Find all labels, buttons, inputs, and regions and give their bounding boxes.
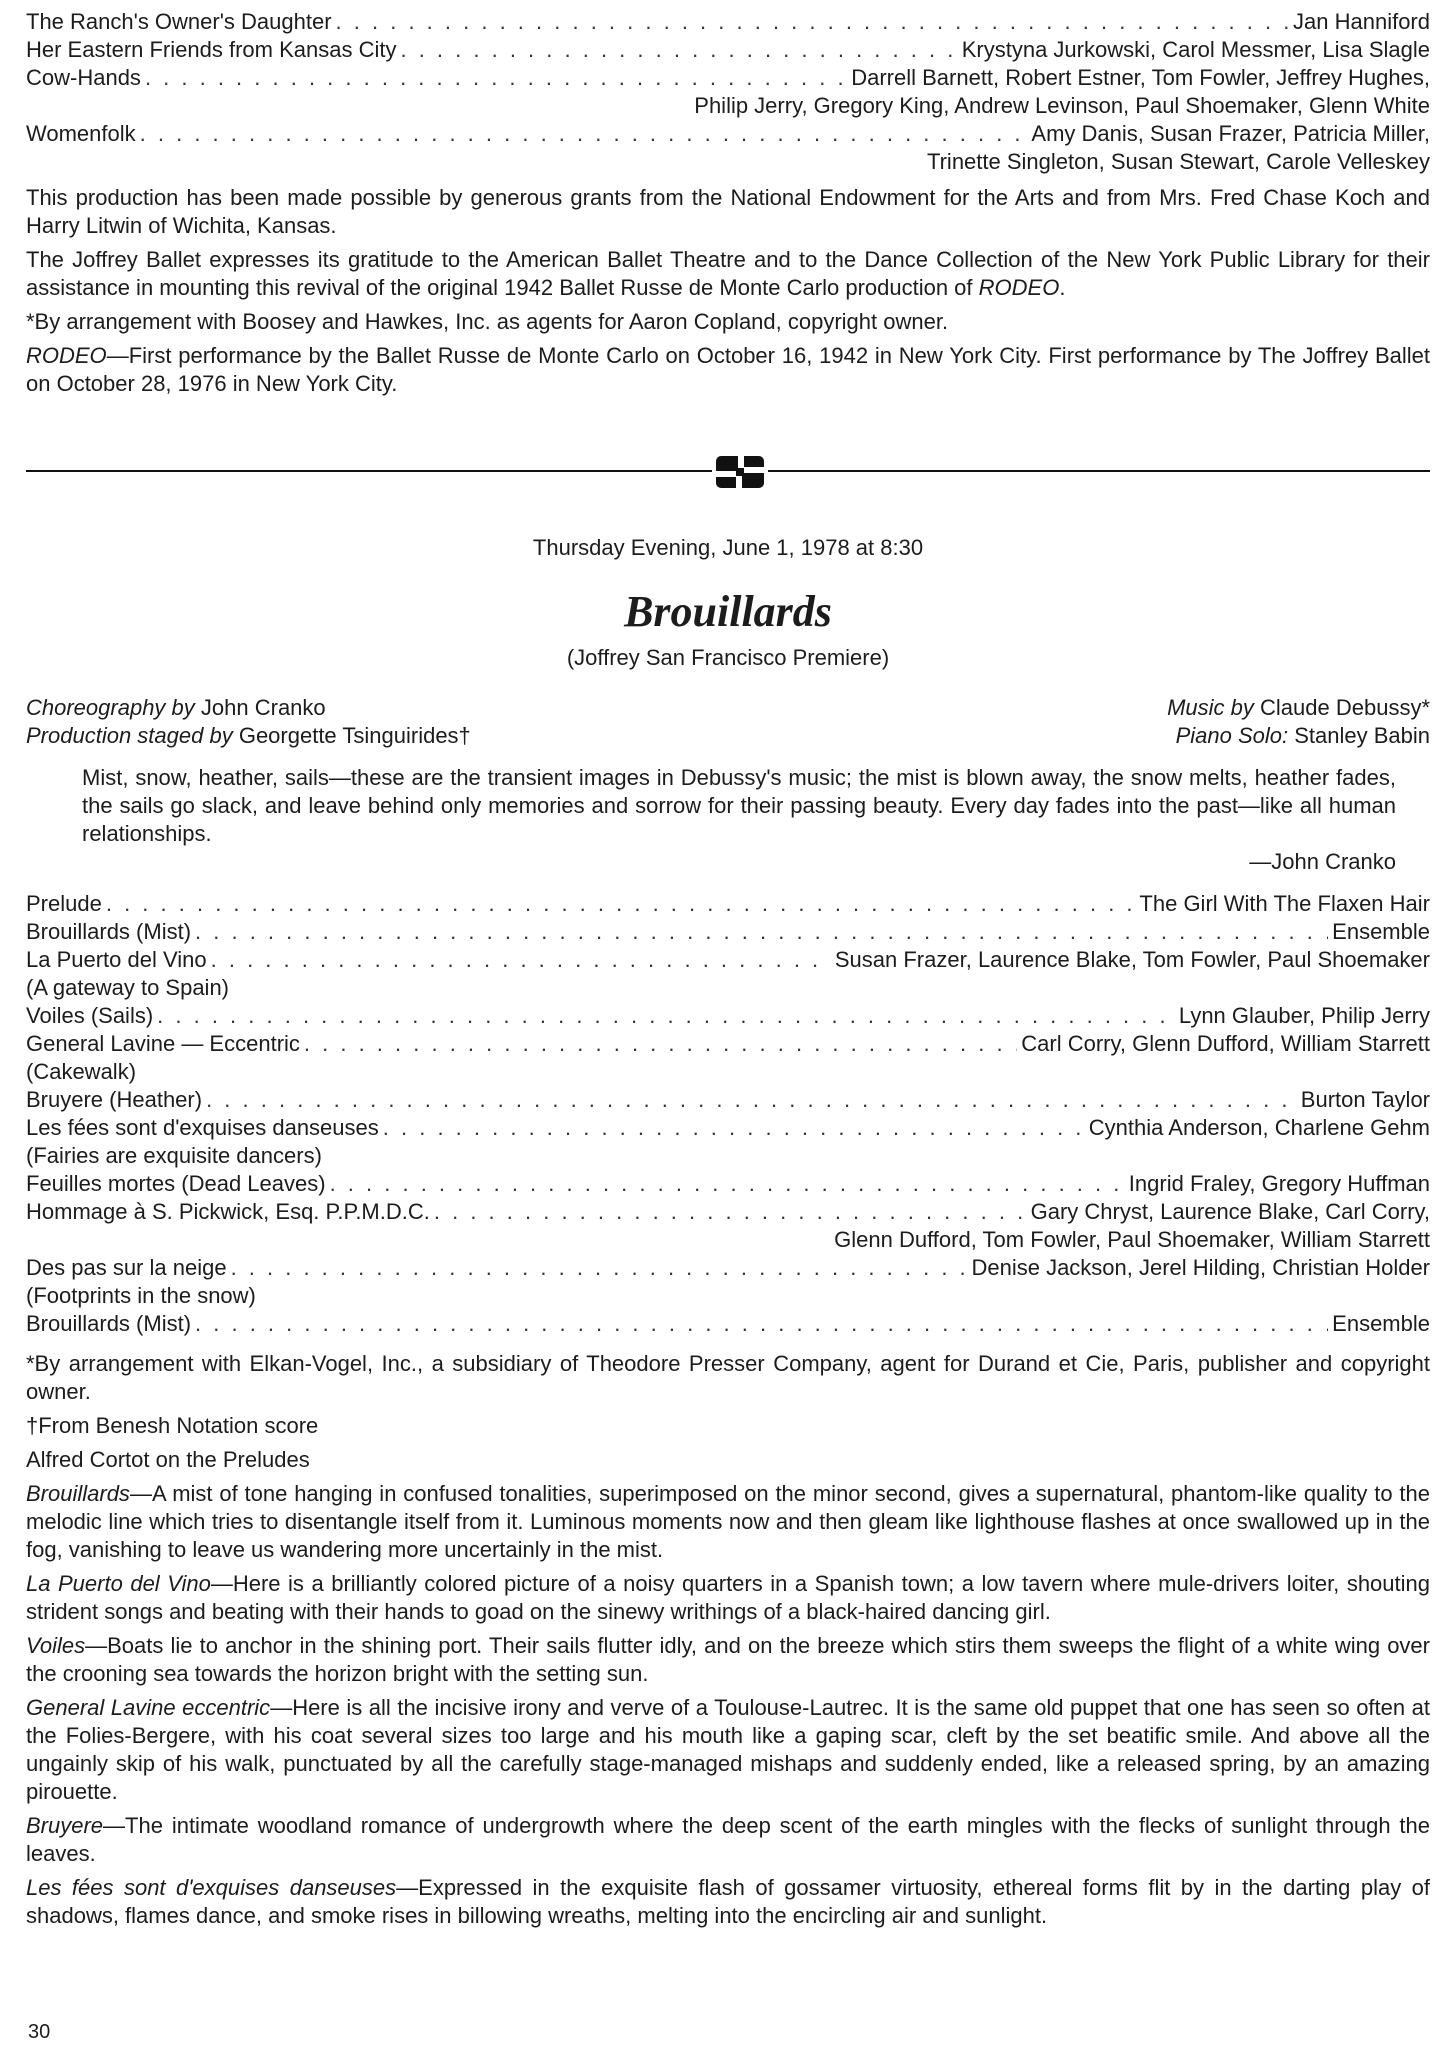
cast-row	[26, 1170, 1430, 1198]
piano-label: Piano Solo:	[1175, 723, 1289, 748]
gratitude-text: The Joffrey Ballet expresses its gratitude to the American Ballet Theatre and to the Dance Collection of the New York Public Library for their assistance in mounting this revival of the original 1942 Ballet Russe de Monte Carlo production of	[26, 247, 1430, 300]
leader-dots	[157, 1002, 1175, 1030]
rodeo-notes	[26, 184, 1430, 398]
description-term: General Lavine eccentric	[26, 1695, 271, 1720]
cast-role: Brouillards (Mist)	[26, 1311, 192, 1336]
description-paragraph	[26, 1632, 1430, 1688]
description-term: Voiles	[26, 1633, 86, 1658]
first-performance-note	[26, 342, 1430, 398]
program-page	[26, 8, 1430, 1936]
cast-role: Les fées sont d'exquises danseuses	[26, 1115, 379, 1140]
first-performance-title: RODEO	[26, 343, 107, 368]
brouillards-header	[26, 534, 1430, 876]
music-credit	[1167, 694, 1430, 722]
composer: Claude Debussy*	[1260, 695, 1430, 720]
prelude-descriptions	[26, 1480, 1430, 1930]
cast-row	[26, 1198, 1430, 1226]
leader-dots	[145, 64, 847, 92]
cast-dancers: Amy Danis, Susan Frazer, Patricia Miller,	[1031, 121, 1430, 146]
premiere-note: (Joffrey San Francisco Premiere)	[566, 645, 890, 670]
description-paragraph	[26, 1812, 1430, 1868]
piano-credit	[1167, 722, 1430, 750]
cast-row	[26, 1114, 1430, 1142]
cast-role-subtitle: (Footprints in the snow)	[26, 1283, 256, 1308]
arrangement-note: *By arrangement with Boosey and Hawkes, Inc. as agents for Aaron Copland, copyright owner.	[26, 309, 949, 334]
description-text: —Boats lie to anchor in the shining port. Their sails flutter idly, and on the breeze which stirs them sweeps the flight of a white wing over the crooning sea towards the horizon bright with the setting sun.	[26, 1633, 1430, 1686]
ballet-title: Brouillards	[624, 587, 832, 636]
cast-role-subtitle: (Cakewalk)	[26, 1059, 137, 1084]
cast-role-subtitle: (Fairies are exquisite dancers)	[26, 1143, 322, 1168]
cast-row	[26, 1254, 1430, 1282]
cast-row	[26, 36, 1430, 64]
section-divider	[26, 448, 1430, 494]
quote-text: Mist, snow, heather, sails—these are the transient images in Debussy's music; the mist is blown away, the snow melts, heather fades, the sails go slack, and leave behind only memories and sorrow for their passing beauty. Every day fades into the past—like all human relationships.	[82, 765, 1396, 846]
leader-dots	[400, 36, 957, 64]
joffrey-logo-icon	[712, 454, 768, 490]
pianist: Stanley Babin	[1294, 723, 1430, 748]
cast-dancers: Ingrid Fraley, Gregory Huffman	[1128, 1171, 1430, 1196]
leader-dots	[330, 1170, 1125, 1198]
leader-dots	[206, 1086, 1297, 1114]
cast-role: Cow-Hands	[26, 65, 141, 90]
cast-role: La Puerto del Vino	[26, 947, 207, 972]
cast-dancers-continued: Philip Jerry, Gregory King, Andrew Levinson, Paul Shoemaker, Glenn White	[694, 93, 1430, 118]
leader-dots	[383, 1114, 1085, 1142]
choreographer: John Cranko	[200, 695, 326, 720]
performance-date: Thursday Evening, June 1, 1978 at 8:30	[532, 535, 924, 560]
cast-row	[26, 1030, 1430, 1058]
description-paragraph	[26, 1570, 1430, 1626]
cast-role: Brouillards (Mist)	[26, 919, 192, 944]
cast-dancers-continued: Trinette Singleton, Susan Stewart, Carole Velleskey	[926, 149, 1430, 174]
cast-row	[26, 8, 1430, 36]
cast-row	[26, 1002, 1430, 1030]
cast-dancers: Jan Hanniford	[1293, 9, 1430, 34]
cast-row	[26, 64, 1430, 92]
first-performance-text: —First performance by the Ballet Russe de Monte Carlo on October 16, 1942 in New York City. First performance by The Joffrey Ballet on October 28, 1976 in New York City.	[26, 343, 1430, 396]
description-paragraph	[26, 1480, 1430, 1564]
cast-role: General Lavine — Eccentric	[26, 1031, 300, 1056]
leader-dots	[304, 1030, 1017, 1058]
stager: Georgette Tsinguirides†	[238, 723, 471, 748]
description-text: —A mist of tone hanging in confused tonalities, superimposed on the minor second, gives a supernatural, phantom-like quality to the melodic line which tries to disentangle itself from it. Luminous moments now and then gleam like lighthouse flashes at once swallowed up in the fog, vanishing to leave us wandering more uncertainly in the mist.	[26, 1481, 1430, 1562]
gratitude-title: RODEO	[978, 275, 1060, 300]
cast-dancers: Krystyna Jurkowski, Carol Messmer, Lisa Slagle	[961, 37, 1430, 62]
cast-dancers: Carl Corry, Glenn Dufford, William Starrett	[1021, 1031, 1430, 1056]
rodeo-cast-list	[26, 8, 1430, 176]
cast-dancers: Darrell Barnett, Robert Estner, Tom Fowler, Jeffrey Hughes,	[851, 65, 1430, 90]
cortot-heading: Alfred Cortot on the Preludes	[26, 1447, 310, 1472]
description-text: —Here is a brilliantly colored picture of a noisy quarters in a Spanish town; a low tavern where mule-drivers loiter, shouting strident songs and beating with their hands to goad on the sinewy writhings of a black-haired dancing girl.	[26, 1571, 1430, 1624]
cast-role: The Ranch's Owner's Daughter	[26, 9, 332, 34]
leader-dots	[336, 8, 1289, 36]
cast-dancers: Susan Frazer, Laurence Blake, Tom Fowler, Paul Shoemaker	[834, 947, 1430, 972]
description-paragraph	[26, 1694, 1430, 1806]
cast-dancers: Denise Jackson, Jerel Hilding, Christian Holder	[971, 1255, 1430, 1280]
leader-dots	[211, 946, 831, 974]
cast-row	[26, 1310, 1430, 1338]
cast-dancers: The Girl With The Flaxen Hair	[1139, 891, 1430, 916]
brouillards-cast-list	[26, 890, 1430, 1338]
cast-dancers: Cynthia Anderson, Charlene Gehm	[1088, 1115, 1430, 1140]
choreography-credit	[26, 694, 471, 722]
description-term: La Puerto del Vino	[26, 1571, 211, 1596]
cast-role: Des pas sur la neige	[26, 1255, 227, 1280]
grants-note: This production has been made possible by generous grants from the National Endowment for the Arts and from Mrs. Fred Chase Koch and Harry Litwin of Wichita, Kansas.	[26, 185, 1430, 238]
cast-dancers: Ensemble	[1332, 919, 1430, 944]
description-text: —The intimate woodland romance of undergrowth where the deep scent of the earth mingles with the flecks of sunlight through the leaves.	[26, 1813, 1430, 1866]
cast-dancers: Lynn Glauber, Philip Jerry	[1178, 1003, 1430, 1028]
description-text: —Here is all the incisive irony and verve of a Toulouse-Lautrec. It is the same old puppet that one has seen so often at the Folies-Bergere, with his coat several sizes too large and his mouth like a gaping scar, cleft by the set beatific smile. And above all the ungainly skip of his walk, punctuated by all the carefully stage-managed mishaps and suddenly ended, like a released spring, by an amazing pirouette.	[26, 1695, 1431, 1804]
cast-role: Prelude	[26, 891, 102, 916]
leader-dots	[195, 918, 1328, 946]
cast-role: Her Eastern Friends from Kansas City	[26, 37, 397, 62]
cranko-quote	[82, 764, 1396, 876]
credits-left	[26, 694, 471, 750]
cast-role: Hommage à S. Pickwick, Esq. P.P.M.D.C.	[26, 1199, 430, 1224]
gratitude-note	[26, 246, 1430, 302]
description-term: Les fées sont d'exquises danseuses	[26, 1875, 397, 1900]
description-term: Bruyere	[26, 1813, 104, 1838]
cast-row	[26, 946, 1430, 974]
cast-role: Feuilles mortes (Dead Leaves)	[26, 1171, 326, 1196]
staging-credit	[26, 722, 471, 750]
quote-author: —John Cranko	[1249, 849, 1396, 874]
elkan-vogel-note: *By arrangement with Elkan-Vogel, Inc., a subsidiary of Theodore Presser Company, agent for Durand et Cie, Paris, publisher and copyright owner.	[26, 1351, 1430, 1404]
description-paragraph	[26, 1874, 1430, 1930]
cast-dancers: Gary Chryst, Laurence Blake, Carl Corry,	[1030, 1199, 1430, 1224]
cast-role: Womenfolk	[26, 121, 136, 146]
cast-role: Bruyere (Heather)	[26, 1087, 203, 1112]
cast-role-subtitle: (A gateway to Spain)	[26, 975, 230, 1000]
cast-role: Voiles (Sails)	[26, 1003, 154, 1028]
cast-dancers: Ensemble	[1332, 1311, 1430, 1336]
music-label: Music by	[1167, 695, 1254, 720]
cast-row	[26, 918, 1430, 946]
leader-dots	[195, 1310, 1328, 1338]
cast-row	[26, 1086, 1430, 1114]
staged-label: Production staged by	[26, 723, 233, 748]
credits-right	[1167, 694, 1430, 750]
leader-dots	[231, 1254, 968, 1282]
page-number: 30	[28, 2021, 51, 2043]
cast-dancers-continued: Glenn Dufford, Tom Fowler, Paul Shoemaker, William Starrett	[834, 1227, 1430, 1252]
gratitude-end: .	[1059, 275, 1066, 300]
leader-dots	[106, 890, 1136, 918]
choreography-label: Choreography by	[26, 695, 195, 720]
description-term: Brouillards	[26, 1481, 130, 1506]
cast-row	[26, 890, 1430, 918]
footnotes	[26, 1350, 1430, 1474]
cast-dancers: Burton Taylor	[1300, 1087, 1430, 1112]
description-text: —Expressed in the exquisite flash of gossamer virtuosity, ethereal forms flit by in the darting play of shadows, flames dance, and smoke rises in billowing wreaths, melting into the encircling air and sunlight.	[26, 1875, 1430, 1928]
leader-dots	[434, 1198, 1027, 1226]
credits	[26, 694, 1430, 750]
benesh-note: †From Benesh Notation score	[26, 1413, 319, 1438]
leader-dots	[140, 120, 1028, 148]
cast-row	[26, 120, 1430, 148]
